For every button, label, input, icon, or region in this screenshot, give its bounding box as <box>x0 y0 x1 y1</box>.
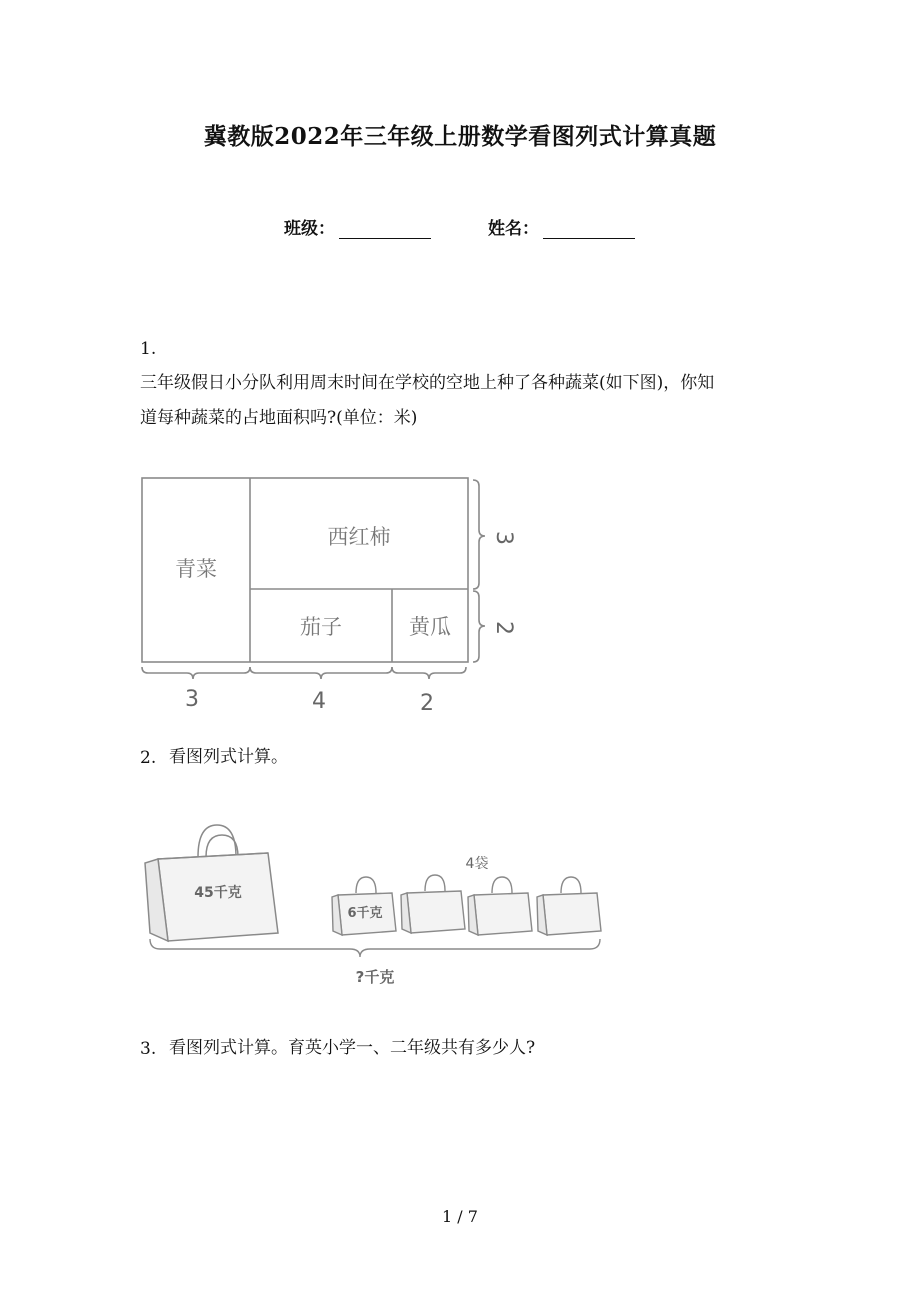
big-bag-icon <box>145 825 278 941</box>
brace-width-3 <box>392 667 466 679</box>
page-title: 冀教版2022年三年级上册数学看图列式计算真题 <box>203 123 717 150</box>
plot-label-huanggua: 黄瓜 <box>409 615 451 639</box>
brace-height-1 <box>473 480 485 589</box>
count-label: 4袋 <box>465 856 489 872</box>
plot-label-qiezi: 茄子 <box>300 615 342 639</box>
width-label-2: 4 <box>312 689 326 714</box>
brace-height-2 <box>473 591 485 662</box>
name-field <box>488 214 635 239</box>
height-label-1: 3 <box>491 531 516 545</box>
name-blank[interactable] <box>543 220 635 239</box>
small-bag-label: 6千克 <box>347 906 383 921</box>
class-label: 班级： <box>284 219 335 239</box>
q1-text-line2: 道每种蔬菜的占地面积吗?(单位：米) <box>140 408 418 428</box>
width-label-1: 3 <box>185 687 199 712</box>
q2-number: 2. <box>140 748 157 768</box>
page-number: 1 / 7 <box>442 1207 478 1226</box>
q3-number: 3. <box>140 1039 157 1059</box>
question-label: ?千克 <box>355 968 395 986</box>
small-bag-icon-4 <box>537 877 601 935</box>
q1-text-line1: 三年级假日小分队利用周末时间在学校的空地上种了各种蔬菜(如下图)，你知 <box>140 373 715 393</box>
class-blank[interactable] <box>339 220 431 239</box>
q2-bags-figure <box>140 815 610 1000</box>
height-label-2: 2 <box>491 621 516 635</box>
q1-number: 1. <box>140 339 157 359</box>
brace-width-2 <box>250 667 392 679</box>
total-brace <box>150 939 600 957</box>
plot-label-qingcai: 青菜 <box>175 557 217 581</box>
width-label-3: 2 <box>420 691 434 716</box>
small-bag-icon-2 <box>401 875 465 933</box>
class-field <box>284 214 431 239</box>
name-label: 姓名： <box>488 219 539 239</box>
q2-text: 看图列式计算。 <box>169 747 288 767</box>
brace-width-1 <box>142 667 250 679</box>
big-bag-label: 45千克 <box>194 885 242 901</box>
small-bag-icon-3 <box>468 877 532 935</box>
plot-label-xihongshi: 西红柿 <box>327 525 391 549</box>
q1-garden-figure <box>135 470 525 720</box>
q3-text: 看图列式计算。育英小学一、二年级共有多少人? <box>169 1038 536 1058</box>
